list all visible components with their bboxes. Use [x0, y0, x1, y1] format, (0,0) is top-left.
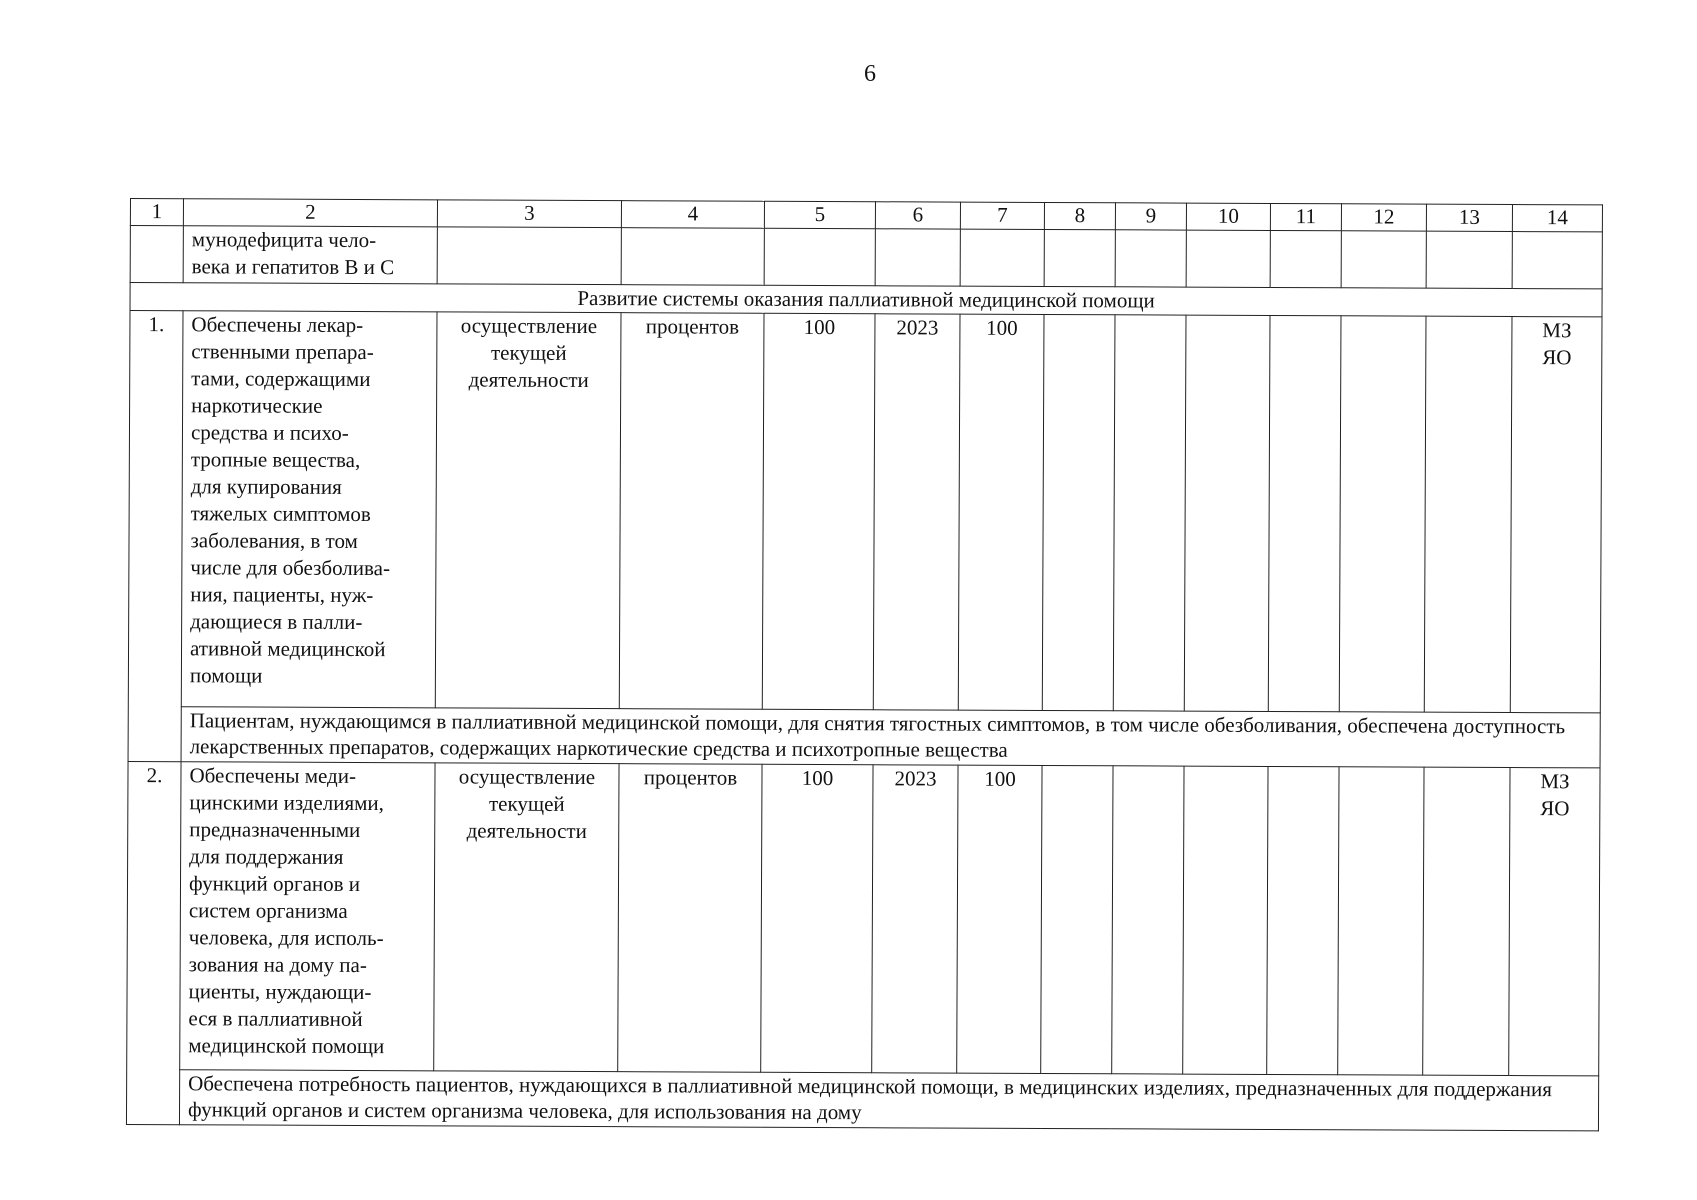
- table-cell: [875, 229, 960, 286]
- table-cell: [1267, 766, 1339, 1074]
- table-cell: [1423, 767, 1510, 1075]
- row-base-value: 100: [762, 313, 875, 709]
- table-cell: [437, 227, 621, 285]
- table-cell: [1338, 767, 1424, 1075]
- table-cell: [1341, 231, 1426, 288]
- header-cell: 9: [1115, 203, 1186, 230]
- table-cell: [1268, 315, 1341, 711]
- row-responsible: МЗ ЯО: [1510, 317, 1602, 713]
- program-table: [126, 198, 1603, 1131]
- table-cell: [1512, 232, 1602, 289]
- table-cell: [764, 228, 875, 285]
- header-cell: 6: [875, 202, 960, 229]
- table-cell: [1426, 231, 1512, 288]
- table-cell: [1112, 766, 1184, 1074]
- table-cell: [1113, 315, 1186, 711]
- header-cell: 14: [1512, 205, 1602, 232]
- table-cell: [621, 228, 764, 286]
- row-unit: процентов: [619, 313, 764, 710]
- header-cell: 2: [183, 199, 437, 227]
- header-cell: 10: [1186, 203, 1270, 230]
- row-type: осуществление текущей деятельности: [435, 312, 621, 709]
- result-row: [126, 1069, 1598, 1130]
- row-year: 2023: [872, 765, 958, 1073]
- table-cell: [1041, 765, 1113, 1073]
- section-title: Развитие системы оказания паллиативной медицинской помощи: [130, 283, 1602, 317]
- table-cell: [1186, 230, 1270, 287]
- row-description: Обеспечены лекар- ственными препара- тами, содержащими наркотические средства и психо- тропные вещества, для купирования тяжелых симптомов заболевания, в том числе для обезболива- ния, пациенты, нуж- дающиеся в палли- ативной медицинской помощи: [181, 311, 437, 708]
- row-responsible: МЗ ЯО: [1509, 768, 1600, 1076]
- table-row: [127, 761, 1600, 1075]
- table-cell: [1339, 316, 1426, 712]
- table-cell: [1044, 229, 1115, 286]
- page-number: 6: [864, 61, 876, 87]
- header-cell: 1: [130, 199, 183, 226]
- table-cell: [1042, 314, 1115, 710]
- table-cell: [960, 229, 1044, 286]
- continuation-description: мунодефицита чело- века и гепатитов В и С: [183, 226, 437, 284]
- row-value: 100: [958, 314, 1044, 710]
- header-cell: 4: [621, 201, 764, 229]
- row-description: Обеспечены меди- цинскими изделиями, предназначенными для поддержания функций органов и систем организма человека, для исполь- зования на дому па- циенты, нуждающи- еся в паллиативной медицинской помощи: [180, 762, 435, 1071]
- row-year: 2023: [873, 314, 960, 710]
- row-result: Пациентам, нуждающимся в паллиативной медицинской помощи, для снятия тягостных симптомов, в том числе обезболивания, обеспечена доступность лекарственных препаратов, содержащих наркотические средства и психотропные вещества: [181, 707, 1600, 768]
- table-cell: [130, 226, 183, 283]
- table-cell: [1424, 316, 1512, 712]
- table-cell: [1183, 766, 1268, 1074]
- row-number: 2.: [126, 761, 181, 1124]
- header-cell: 5: [764, 201, 875, 228]
- continuation-row: [130, 226, 1602, 289]
- table-row: [128, 311, 1602, 713]
- row-unit: процентов: [618, 764, 762, 1073]
- row-number: 1.: [128, 311, 183, 762]
- row-type: осуществление текущей деятельности: [434, 763, 619, 1072]
- header-cell: 13: [1426, 204, 1512, 231]
- header-cell: 12: [1341, 204, 1426, 231]
- header-cell: 7: [960, 202, 1044, 229]
- header-cell: 8: [1044, 202, 1115, 229]
- row-result: Обеспечена потребность пациентов, нуждающихся в паллиативной медицинской помощи, в медицинских изделиях, предназначенных для поддержания функций органов и систем организма человека, для использования на дому: [179, 1070, 1598, 1131]
- header-cell: 11: [1270, 203, 1341, 230]
- header-cell: 3: [437, 200, 621, 228]
- row-value: 100: [957, 765, 1042, 1073]
- table-cell: [1184, 315, 1270, 711]
- table-cell: [1270, 230, 1341, 287]
- table-cell: [1115, 230, 1186, 287]
- row-base-value: 100: [761, 764, 873, 1072]
- result-row: [128, 706, 1600, 767]
